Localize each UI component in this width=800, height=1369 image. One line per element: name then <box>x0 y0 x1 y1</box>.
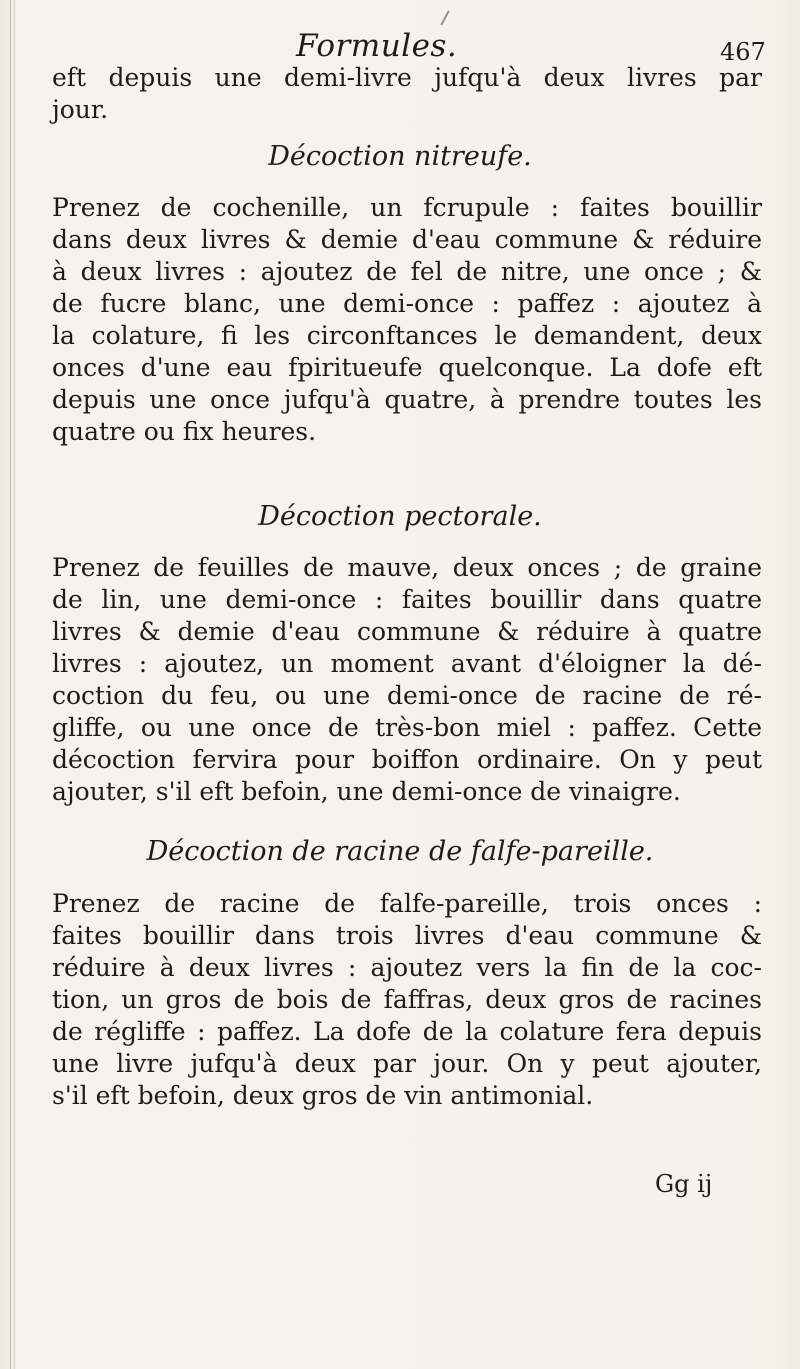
text-line: jour. <box>52 95 109 124</box>
page-number: 467 <box>720 38 766 66</box>
text-line: Prenez de cochenille, un fcrupule : faites bouillir <box>52 193 762 222</box>
text-line: tion, un gros de bois de faffras, deux gros de racines <box>52 985 762 1014</box>
signature-mark: Gg ij <box>655 1170 713 1198</box>
text-line: une livre jufqu'à deux par jour. On y peut ajouter, <box>52 1049 762 1078</box>
text-line: de fucre blanc, une demi-once : paffez : ajoutez à <box>52 289 762 318</box>
text-line: quatre ou fix heures. <box>52 417 317 446</box>
text-line: livres : ajoutez, un moment avant d'éloigner la dé- <box>52 649 762 678</box>
section-heading: Décoction nitreufe. <box>268 141 532 172</box>
text-line: livres & demie d'eau commune & réduire à quatre <box>52 617 762 646</box>
gutter-edge-line <box>10 0 11 1369</box>
gutter-shadow-line <box>14 0 15 1369</box>
text-line: eft depuis une demi-livre jufqu'à deux livres par <box>52 63 762 92</box>
text-line: Prenez de feuilles de mauve, deux onces ; de graine <box>52 553 762 582</box>
text-line: depuis une once jufqu'à quatre, à prendre toutes les <box>52 385 762 414</box>
text-line: s'il eft befoin, deux gros de vin antimonial. <box>52 1081 594 1110</box>
text-line: à deux livres : ajoutez de fel de nitre, une once ; & <box>52 257 762 286</box>
text-line: coction du feu, ou une demi-once de racine de ré- <box>52 681 762 710</box>
text-line: décoction fervira pour boiffon ordinaire. On y peut <box>52 745 762 774</box>
text-line: gliffe, ou une once de très-bon miel : paffez. Cette <box>52 713 762 742</box>
section-heading: Décoction de racine de falfe-pareille. <box>146 836 654 867</box>
text-line: Prenez de racine de falfe-pareille, trois onces : <box>52 889 762 918</box>
text-line: réduire à deux livres : ajoutez vers la fin de la coc- <box>52 953 762 982</box>
text-line: faites bouillir dans trois livres d'eau commune & <box>52 921 762 950</box>
section-heading: Décoction pectorale. <box>258 501 542 532</box>
text-line: la colature, fi les circonftances le demandent, deux <box>52 321 762 350</box>
text-line: ajouter, s'il eft befoin, une demi-once de vinaigre. <box>52 777 681 806</box>
text-line: de régliffe : paffez. La dofe de la colature fera depuis <box>52 1017 762 1046</box>
text-line: de lin, une demi-once : faites bouillir dans quatre <box>52 585 762 614</box>
running-title: Formules. <box>296 28 458 64</box>
text-line: onces d'une eau fpiritueufe quelconque. La dofe eft <box>52 353 762 382</box>
ink-mark <box>440 10 449 25</box>
text-line: dans deux livres & demie d'eau commune & réduire <box>52 225 762 254</box>
